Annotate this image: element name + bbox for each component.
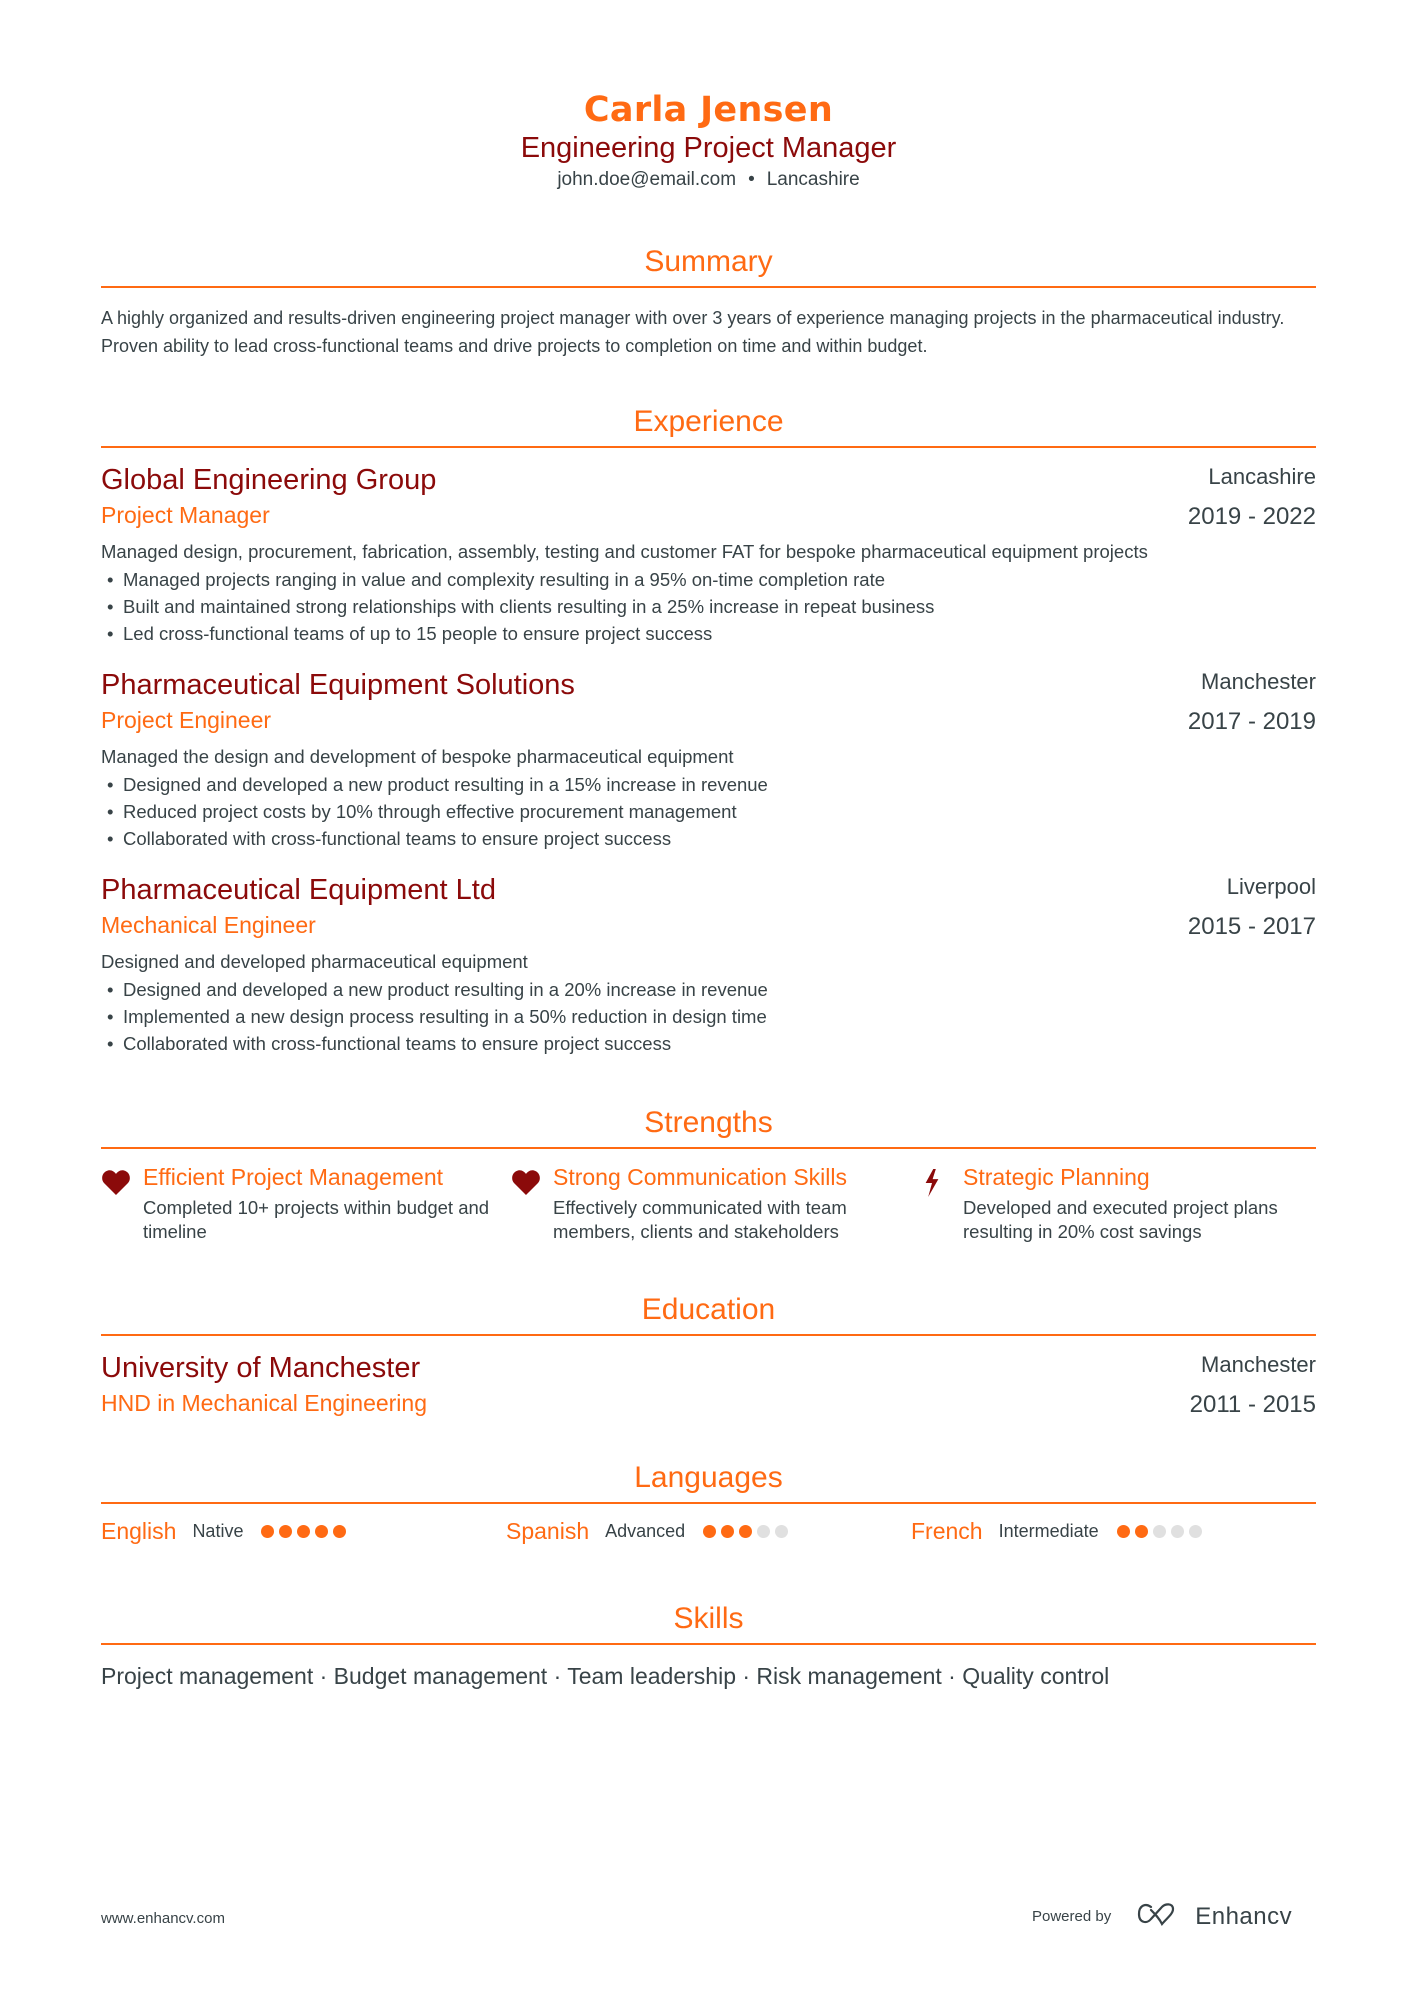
languages-heading: Languages — [634, 1461, 783, 1494]
strength-item — [101, 1163, 496, 1244]
powered-by-label: Powered by — [1032, 1908, 1112, 1925]
strengths-heading: Strengths — [644, 1106, 773, 1139]
heart-icon — [101, 1163, 143, 1244]
language-name: Spanish — [506, 1518, 590, 1544]
company-name: Global Engineering Group — [101, 464, 437, 496]
bullet-item: • Built and maintained strong relationships with clients resulting in a 25% increase in repeat business — [101, 593, 1316, 620]
language-level: Intermediate — [998, 1521, 1099, 1541]
strength-description: Effectively communicated with team members, clients and stakeholders — [553, 1197, 847, 1242]
section-divider — [101, 1643, 1316, 1645]
job-bullets — [101, 771, 1316, 852]
rating-dots — [1117, 1525, 1202, 1538]
candidate-title: Engineering Project Manager — [520, 132, 897, 164]
summary-heading: Summary — [644, 245, 773, 278]
strength-item — [921, 1163, 1316, 1244]
job-dates: 2017 - 2019 — [1187, 708, 1316, 735]
degree: HND in Mechanical Engineering — [101, 1390, 427, 1416]
strengths-section — [101, 1105, 1316, 1244]
education-entry — [101, 1350, 1316, 1420]
job-bullets — [101, 976, 1316, 1057]
job-role: Project Engineer — [101, 707, 272, 733]
section-divider — [101, 1502, 1316, 1504]
bullet-item: • Designed and developed a new product resulting in a 20% increase in revenue — [101, 976, 1316, 1003]
section-divider — [101, 446, 1316, 448]
experience-section — [101, 404, 1316, 1057]
experience-entry — [101, 667, 1316, 852]
lightning-icon — [921, 1163, 963, 1244]
job-location: Lancashire — [1208, 464, 1316, 489]
language-item — [911, 1518, 1316, 1545]
bullet-item: • Managed projects ranging in value and complexity resulting in a 95% on-time completion rate — [101, 566, 1316, 593]
language-item — [506, 1518, 911, 1545]
summary-section — [101, 244, 1316, 360]
experience-entry — [101, 462, 1316, 647]
job-description: Designed and developed pharmaceutical equipment — [101, 951, 528, 972]
heart-icon — [511, 1163, 553, 1244]
school-location: Manchester — [1201, 1352, 1316, 1377]
language-level: Advanced — [605, 1521, 686, 1541]
bullet-item: • Led cross-functional teams of up to 15 people to ensure project success — [101, 620, 1316, 647]
school-dates: 2011 - 2015 — [1189, 1391, 1316, 1418]
bullet-item: • Collaborated with cross-functional teams to ensure project success — [101, 825, 1316, 852]
skills-list: Project management · Budget management · Team leadership · Risk management · Quality control — [101, 1663, 1110, 1689]
job-dates: 2019 - 2022 — [1187, 503, 1316, 530]
job-dates: 2015 - 2017 — [1187, 913, 1316, 940]
company-name: Pharmaceutical Equipment Ltd — [101, 874, 496, 906]
website-link[interactable]: www.enhancv.com — [101, 1910, 225, 1927]
job-location: Liverpool — [1226, 874, 1316, 899]
job-description: Managed the design and development of bespoke pharmaceutical equipment — [101, 746, 734, 767]
job-location: Manchester — [1201, 669, 1316, 694]
rating-dots — [703, 1525, 788, 1538]
rating-dots — [261, 1525, 346, 1538]
bullet-item: • Designed and developed a new product resulting in a 15% increase in revenue — [101, 771, 1316, 798]
strength-description: Developed and executed project plans resulting in 20% cost savings — [963, 1197, 1278, 1242]
section-divider — [101, 1334, 1316, 1336]
bullet-item: • Collaborated with cross-functional teams to ensure project success — [101, 1030, 1316, 1057]
contact-line — [101, 168, 1316, 192]
email-link[interactable]: john.doe@email.com — [557, 169, 737, 190]
candidate-name: Carla Jensen — [583, 90, 834, 130]
resume-page — [101, 0, 1316, 1691]
strength-title: Strategic Planning — [963, 1164, 1150, 1190]
job-bullets — [101, 566, 1316, 647]
job-role: Project Manager — [101, 502, 270, 528]
experience-heading: Experience — [633, 405, 784, 438]
job-description: Managed design, procurement, fabrication, assembly, testing and customer FAT for bespoke pharmaceutical equipment projects — [101, 541, 1148, 562]
enhancv-logo-icon — [1137, 1902, 1183, 1931]
language-name: English — [101, 1518, 177, 1544]
resume-header — [101, 0, 1316, 192]
language-name: French — [911, 1518, 983, 1544]
strength-item — [511, 1163, 906, 1244]
strength-title: Strong Communication Skills — [553, 1164, 848, 1190]
strength-title: Efficient Project Management — [143, 1164, 444, 1190]
section-divider — [101, 286, 1316, 288]
summary-text: A highly organized and results-driven engineering project manager with over 3 years of experience managing projects in the pharmaceutical industry. Proven ability to lead cross-functional teams and drive projects to completion on time and within budget. — [101, 308, 1285, 356]
language-item — [101, 1518, 506, 1545]
powered-by — [1032, 1902, 1292, 1931]
enhancv-brand: Enhancv — [1195, 1902, 1293, 1930]
education-heading: Education — [641, 1293, 776, 1326]
job-role: Mechanical Engineer — [101, 912, 316, 938]
education-section — [101, 1292, 1316, 1420]
language-level: Native — [192, 1521, 244, 1541]
school-name: University of Manchester — [101, 1352, 421, 1384]
experience-entry — [101, 872, 1316, 1057]
section-divider — [101, 1147, 1316, 1149]
contact-location: Lancashire — [766, 169, 860, 190]
strength-description: Completed 10+ projects within budget and timeline — [143, 1197, 490, 1242]
bullet-item: • Implemented a new design process resulting in a 50% reduction in design time — [101, 1003, 1316, 1030]
languages-section — [101, 1460, 1316, 1545]
skills-heading: Skills — [673, 1602, 744, 1635]
contact-separator: • — [748, 169, 755, 190]
company-name: Pharmaceutical Equipment Solutions — [101, 669, 575, 701]
skills-section — [101, 1601, 1316, 1691]
bullet-item: • Reduced project costs by 10% through effective procurement management — [101, 798, 1316, 825]
